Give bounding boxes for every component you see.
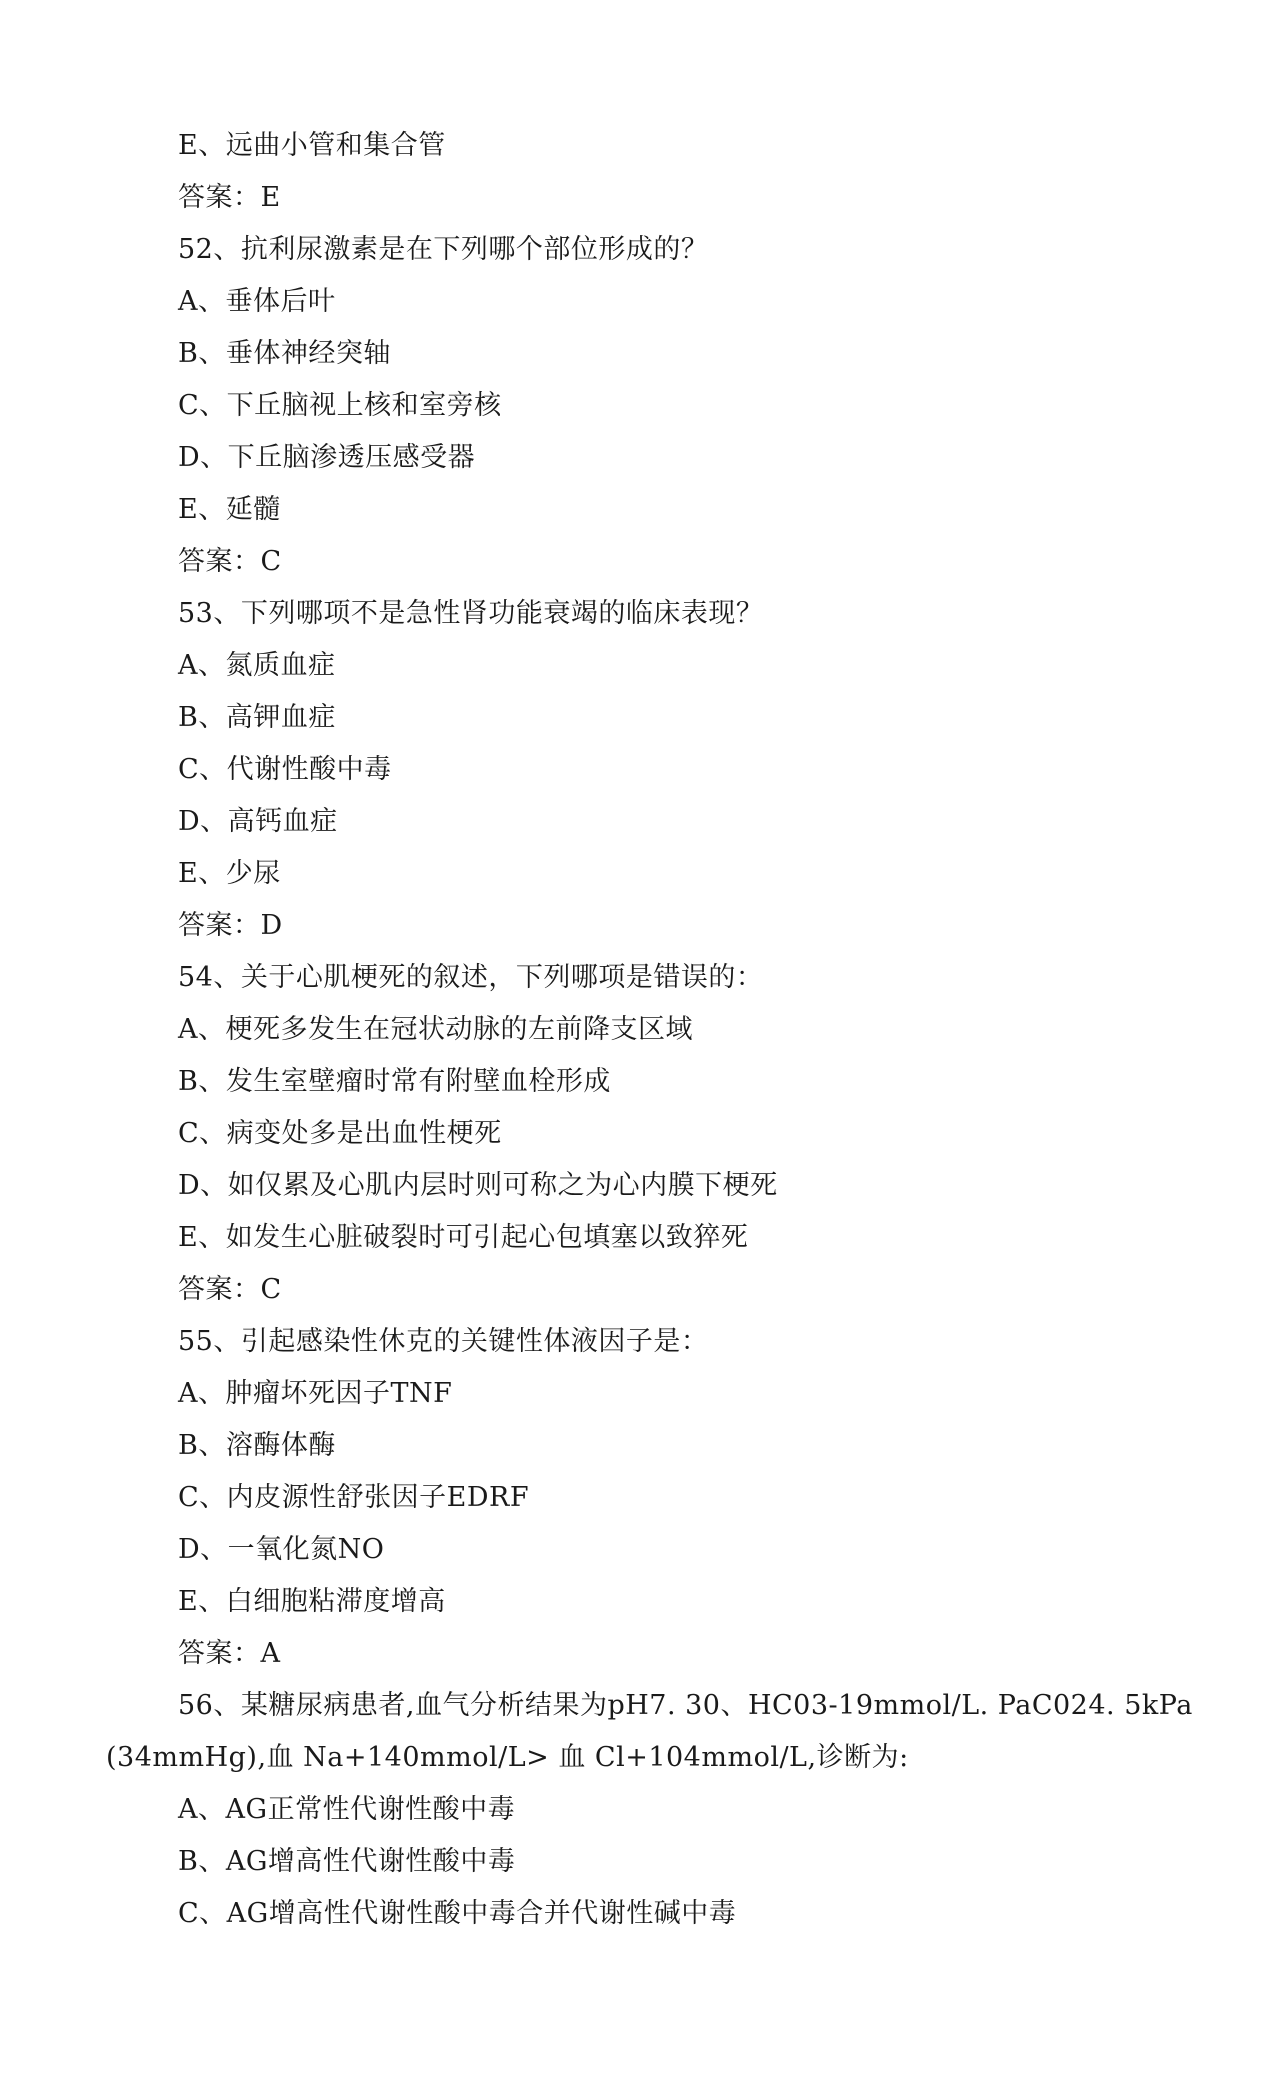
option-line: A、氮质血症 [178, 650, 336, 681]
answer-line: 答案：A [178, 1638, 281, 1669]
option-line: B、垂体神经突轴 [178, 338, 391, 369]
question-line: 54、关于心肌梗死的叙述，下列哪项是错误的： [178, 962, 764, 993]
option-line: D、一氧化氮NO [178, 1534, 385, 1565]
option-line: E、延髓 [178, 494, 281, 525]
option-line: A、AG正常性代谢性酸中毒 [178, 1794, 516, 1825]
answer-line: 答案：E [178, 182, 281, 213]
option-line: A、垂体后叶 [178, 286, 336, 317]
option-line: A、梗死多发生在冠状动脉的左前降支区域 [178, 1014, 693, 1045]
option-line: E、如发生心脏破裂时可引起心包填塞以致猝死 [178, 1222, 749, 1253]
option-line: C、AG增高性代谢性酸中毒合并代谢性碱中毒 [178, 1898, 737, 1929]
option-line: B、AG增高性代谢性酸中毒 [178, 1846, 516, 1877]
question-line: 53、下列哪项不是急性肾功能衰竭的临床表现？ [178, 598, 764, 629]
answer-line: 答案：C [178, 1274, 282, 1305]
option-line: B、溶酶体酶 [178, 1430, 336, 1461]
answer-line: 答案：C [178, 546, 282, 577]
question-line: 52、抗利尿激素是在下列哪个部位形成的？ [178, 234, 709, 265]
option-line: C、内皮源性舒张因子EDRF [178, 1482, 530, 1513]
option-line: D、下丘脑渗透压感受器 [178, 442, 476, 473]
option-line: E、白细胞粘滞度增高 [178, 1586, 446, 1617]
option-line: E、远曲小管和集合管 [178, 130, 446, 161]
question-line: 56、某糖尿病患者,血气分析结果为pH7. 30、HC03-19mmol/L. PaC024. 5kPa [178, 1690, 1193, 1721]
option-line: E、少尿 [178, 858, 281, 889]
question-line: 55、引起感染性休克的关键性体液因子是： [178, 1326, 709, 1357]
question-line-continued: (34mmHg),血 Na+140mmol/L> 血 Cl+104mmol/L,诊断为: [106, 1742, 909, 1773]
option-line: D、如仅累及心肌内层时则可称之为心内膜下梗死 [178, 1170, 778, 1201]
option-line: C、病变处多是出血性梗死 [178, 1118, 502, 1149]
option-line: C、代谢性酸中毒 [178, 754, 392, 785]
option-line: C、下丘脑视上核和室旁核 [178, 390, 502, 421]
option-line: B、高钾血症 [178, 702, 336, 733]
option-line: B、发生室壁瘤时常有附壁血栓形成 [178, 1066, 611, 1097]
option-line: A、肿瘤坏死因子TNF [178, 1378, 453, 1409]
option-line: D、高钙血症 [178, 806, 338, 837]
answer-line: 答案：D [178, 910, 283, 941]
